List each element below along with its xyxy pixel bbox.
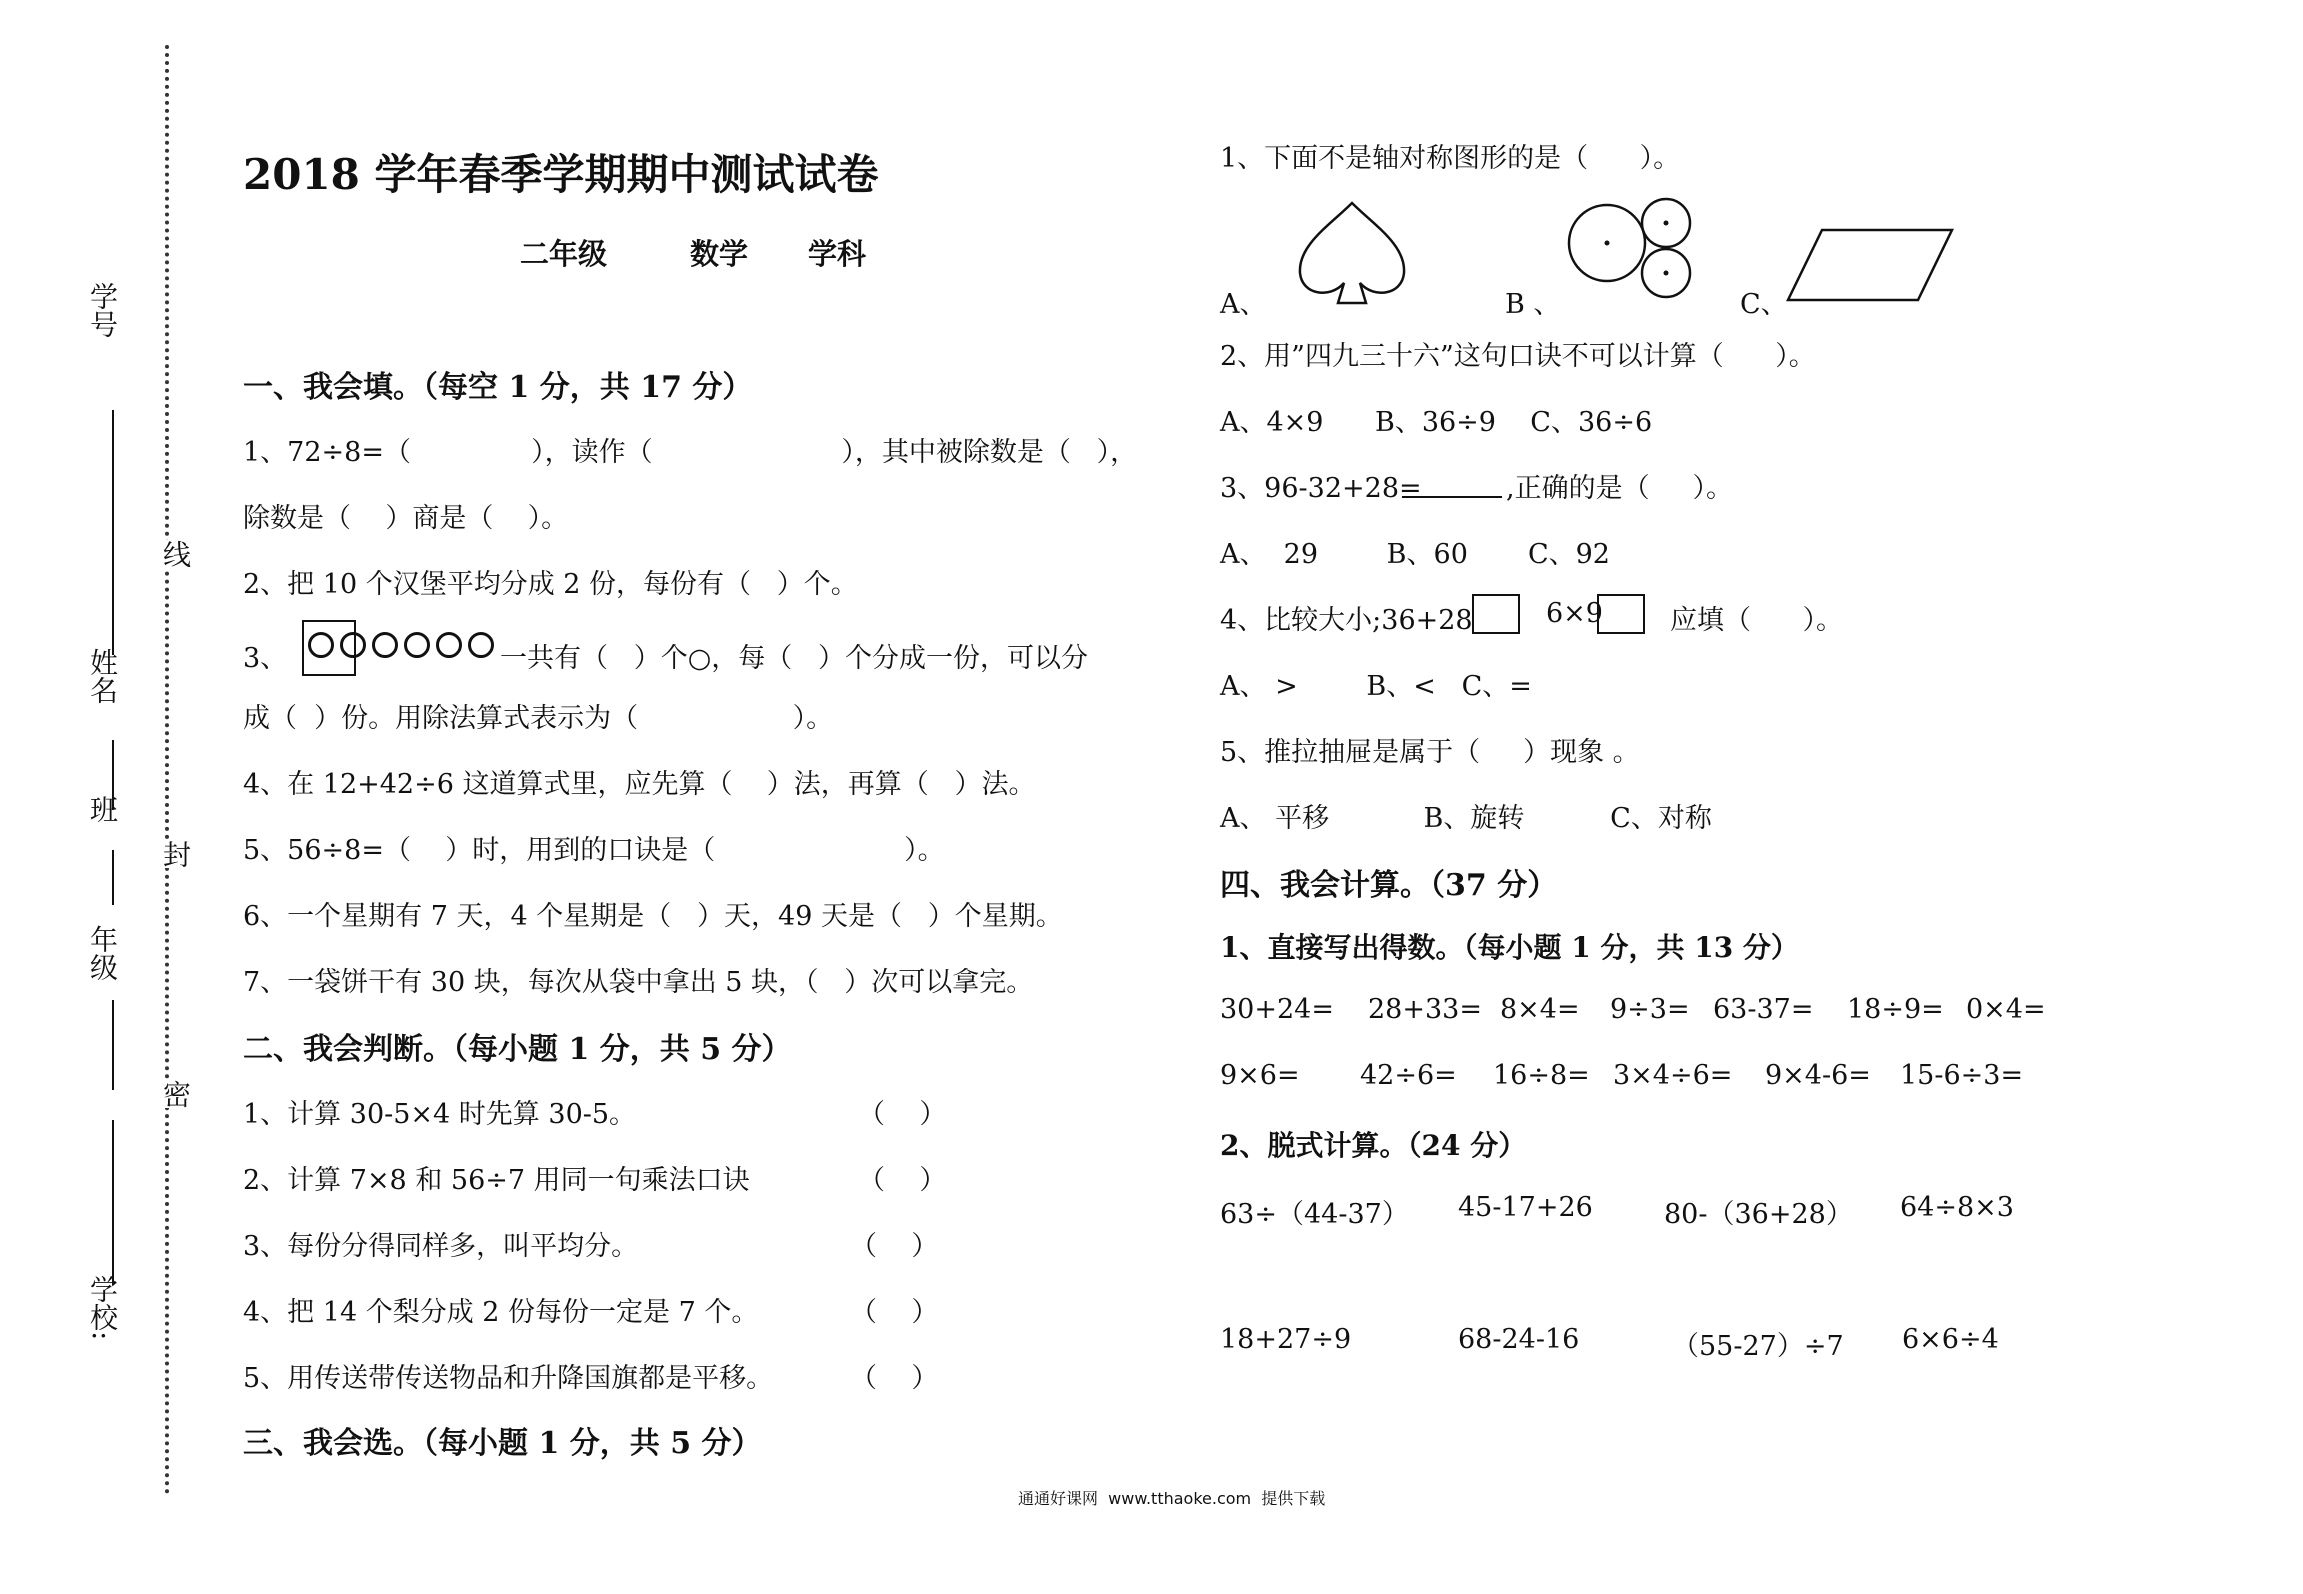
judge-3: 3、每份分得同样多，叫平均分。	[243, 1231, 639, 1262]
choice-1-option-a: A、	[1220, 289, 1267, 320]
compare-box-1	[1472, 594, 1520, 634]
choice-1-option-c: C、	[1740, 289, 1788, 320]
subtitle-grade: 二年级	[520, 237, 608, 271]
section-4-heading: 四、我会计算。（37 分）	[1220, 868, 1558, 903]
choice-3-suffix: ,正确的是（ ）。	[1506, 473, 1733, 504]
section-3-heading: 三、我会选。（每小题 1 分，共 5 分）	[243, 1426, 762, 1461]
side-line-ban	[112, 850, 114, 905]
choice-4-text-b: 6×9	[1546, 598, 1603, 629]
calc-1-6: 18÷9=	[1847, 994, 1944, 1025]
calc-1-7: 0×4=	[1966, 994, 2046, 1025]
question-3-prefix: 3、	[243, 643, 288, 674]
boxed-circles	[308, 632, 372, 658]
step-2-3: （55-27）÷7	[1672, 1331, 1844, 1362]
side-label-feng: 封	[155, 840, 195, 868]
section-4-part-2-heading: 2、脱式计算。（24 分）	[1220, 1129, 1527, 1162]
choice-4-text-c: 应填（ ）。	[1670, 605, 1843, 636]
choice-3-blank	[1402, 496, 1502, 498]
question-6: 6、一个星期有 7 天，4 个星期是（ ）天，49 天是（ ）个星期。	[243, 901, 1063, 932]
judge-5: 5、用传送带传送物品和升降国旗都是平移。	[243, 1363, 774, 1394]
side-label-xuehao: 学号	[86, 282, 119, 338]
three-circles-icon	[1565, 195, 1695, 310]
question-3-line-2: 成（ ）份。用除法算式表示为（ ）。	[243, 703, 834, 734]
judge-5-paren: （ ）	[850, 1363, 939, 1394]
judge-1-paren: （ ）	[858, 1099, 947, 1130]
side-line-xuehao	[112, 410, 114, 655]
side-label-mi: 密	[155, 1080, 195, 1108]
choice-2: 2、用”四九三十六”这句口诀不可以计算（ ）。	[1220, 341, 1816, 372]
binding-dotted-line	[165, 45, 169, 1495]
side-line-school	[112, 1120, 114, 1285]
choice-4-options: A、 > B、< C、=	[1220, 671, 1532, 702]
judge-4-paren: （ ）	[850, 1297, 939, 1328]
compare-box-2	[1597, 594, 1645, 634]
calc-1-4: 9÷3=	[1610, 994, 1690, 1025]
choice-1-option-b: B 、	[1505, 289, 1561, 320]
side-line-nianji	[112, 1000, 114, 1090]
side-label-xingming: 姓名	[86, 648, 119, 704]
step-2-4: 6×6÷4	[1902, 1324, 1999, 1355]
calc-1-2: 28+33=	[1368, 994, 1482, 1025]
calc-2-3: 16÷8=	[1493, 1060, 1590, 1091]
calc-2-1: 9×6=	[1220, 1060, 1300, 1091]
choice-1: 1、下面不是轴对称图形的是（ ）。	[1220, 143, 1681, 174]
calc-2-4: 3×4÷6=	[1613, 1060, 1733, 1091]
subtitle-suffix: 学科	[808, 237, 867, 271]
question-2: 2、把 10 个汉堡平均分成 2 份，每份有（ ）个。	[243, 569, 858, 600]
judge-2-paren: （ ）	[858, 1165, 947, 1196]
footer-source: 通通好课网 www.tthaoke.com 提供下载	[1018, 1489, 1326, 1508]
choice-5-options: A、 平移 B、旋转 C、对称	[1220, 803, 1712, 834]
judge-1: 1、计算 30-5×4 时先算 30-5。	[243, 1099, 637, 1130]
question-1-line-2: 除数是（ ）商是（ ）。	[243, 503, 569, 534]
calc-2-2: 42÷6=	[1360, 1060, 1457, 1091]
calc-2-5: 9×4-6=	[1765, 1060, 1871, 1091]
section-2-heading: 二、我会判断。（每小题 1 分，共 5 分）	[243, 1032, 792, 1067]
loose-circles	[372, 632, 500, 658]
subtitle-subject: 数学	[690, 237, 749, 271]
side-label-ban: 班	[86, 795, 119, 823]
side-label-nianji: 年级	[86, 925, 119, 981]
choice-4-text-a: 4、比较大小;36+28	[1220, 605, 1473, 636]
step-1-3: 80-（36+28）	[1664, 1199, 1853, 1230]
spade-shape-icon	[1290, 195, 1415, 310]
choice-2-options: A、4×9 B、36÷9 C、36÷6	[1220, 407, 1653, 438]
calc-1-3: 8×4=	[1500, 994, 1580, 1025]
judge-2: 2、计算 7×8 和 56÷7 用同一句乘法口诀	[243, 1165, 750, 1196]
choice-3-options: A、 29 B、60 C、92	[1220, 539, 1610, 570]
section-4-part-1-heading: 1、直接写出得数。（每小题 1 分，共 13 分）	[1220, 931, 1799, 964]
question-4: 4、在 12+42÷6 这道算式里，应先算（ ）法，再算（ ）法。	[243, 769, 1036, 800]
section-1-heading: 一、我会填。（每空 1 分，共 17 分）	[243, 370, 753, 405]
question-7: 7、一袋饼干有 30 块，每次从袋中拿出 5 块，（ ）次可以拿完。	[243, 967, 1034, 998]
calc-2-6: 15-6÷3=	[1900, 1060, 2024, 1091]
step-2-1: 18+27÷9	[1220, 1324, 1352, 1355]
side-label-xuexiao: 学校:	[86, 1275, 119, 1341]
calc-1-5: 63-37=	[1713, 994, 1814, 1025]
calc-1-1: 30+24=	[1220, 994, 1334, 1025]
judge-4: 4、把 14 个梨分成 2 份每份一定是 7 个。	[243, 1297, 759, 1328]
page-title: 2018 学年春季学期期中测试试卷	[243, 150, 879, 199]
side-label-xian: 线	[155, 540, 195, 568]
parallelogram-icon	[1780, 222, 1960, 307]
judge-3-paren: （ ）	[850, 1231, 939, 1262]
choice-3-prefix: 3、96-32+28=	[1220, 473, 1422, 504]
question-5: 5、56÷8=（ ）时，用到的口诀是（ ）。	[243, 835, 945, 866]
step-2-2: 68-24-16	[1458, 1324, 1580, 1355]
question-3-text: 一共有（ ）个○，每（ ）个分成一份，可以分	[500, 643, 1089, 674]
question-1-line-1: 1、72÷8=（ ），读作（ ），其中被除数是（ ），	[243, 437, 1138, 468]
step-1-2: 45-17+26	[1458, 1192, 1593, 1223]
choice-5: 5、推拉抽屉是属于（ ）现象 。	[1220, 737, 1640, 768]
step-1-4: 64÷8×3	[1900, 1192, 2014, 1223]
step-1-1: 63÷（44-37）	[1220, 1199, 1409, 1230]
